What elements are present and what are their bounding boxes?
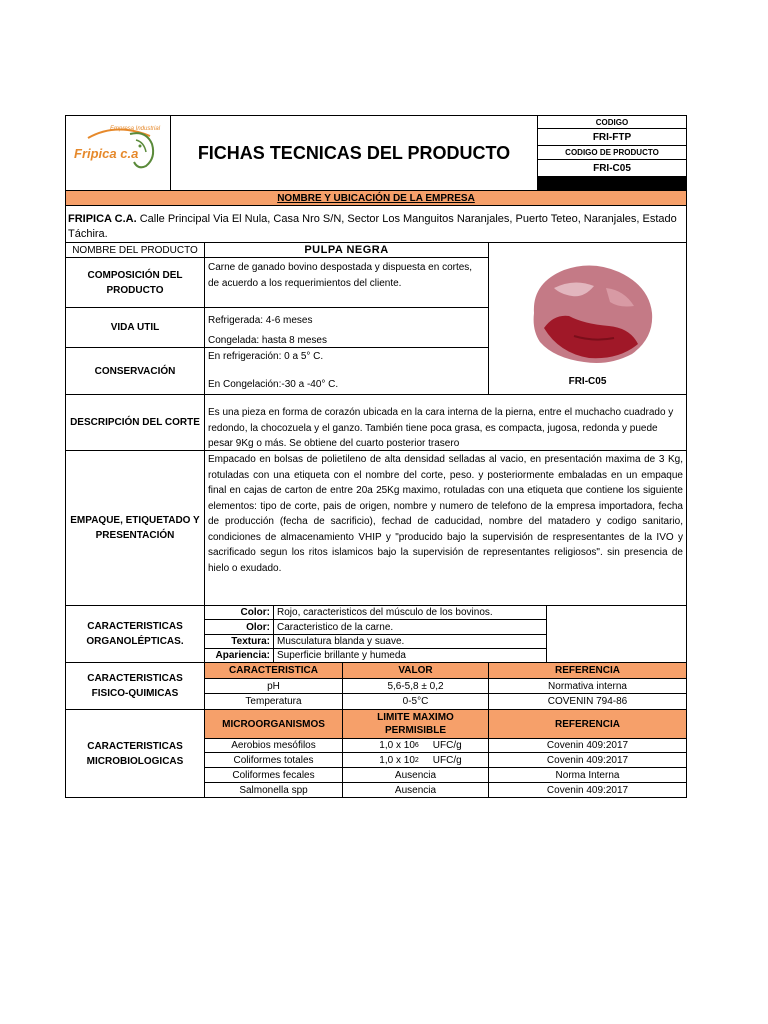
- organo-key-apariencia: Apariencia:: [204, 648, 274, 663]
- descripcion-value: Es una pieza en forma de corazón ubicada en la cara interna de la pierna, entre el muchacho cuadrado y redondo, la chocozuela y el ganzo. También tiene poca grasa, es compacta, jugosa, redonda y puede pesar 9Kg o más. Se obtiene del cuarto posterior trasero: [204, 394, 687, 451]
- organo-value-textura: Musculatura blanda y suave.: [273, 634, 547, 649]
- micro-header-limite: LIMITE MAXIMO PERMISIBLE: [342, 709, 489, 739]
- composicion-value: Carne de ganado bovino despostada y dispuesta en cortes, de acuerdo a los requerimientos del cliente.: [204, 257, 489, 308]
- nombre-producto-label: NOMBRE DEL PRODUCTO: [65, 242, 205, 258]
- micro-row-salmonella-limit: Ausencia: [342, 782, 489, 798]
- organo-empty-cell: [546, 605, 687, 663]
- micro-header-microorganismos: MICROORGANISMOS: [204, 709, 343, 739]
- vida-util-value: [204, 307, 489, 348]
- empresa-name: FRIPICA C.A.: [68, 213, 137, 225]
- product-image-caption: FRI-C05: [568, 376, 607, 387]
- page-title: FICHAS TECNICAS DEL PRODUCTO: [170, 115, 538, 191]
- product-image-cell: [488, 242, 687, 395]
- descripcion-label: DESCRIPCIÓN DEL CORTE: [65, 394, 205, 451]
- micro-row-fecales-limit: Ausencia: [342, 767, 489, 783]
- codigo-producto-label: CODIGO DE PRODUCTO: [537, 145, 687, 160]
- micro-totales-base: 1,0 x 10: [379, 754, 415, 766]
- fq-row-temp-value: 0-5°C: [342, 693, 489, 710]
- fq-header-valor: VALOR: [342, 662, 489, 679]
- fq-header-caracteristica: CARACTERISTICA: [204, 662, 343, 679]
- micro-row-aerobios-limit: [342, 738, 489, 753]
- nombre-producto-value: PULPA NEGRA: [204, 242, 489, 258]
- conservacion-value: [204, 347, 489, 395]
- micro-header-referencia: REFERENCIA: [488, 709, 687, 739]
- micro-row-salmonella-ref: Covenin 409:2017: [488, 782, 687, 798]
- header-black-bar: [537, 176, 687, 191]
- composicion-label: COMPOSICIÓN DEL PRODUCTO: [65, 257, 205, 308]
- conservacion-refrigeracion: En refrigeración: 0 a 5° C.: [208, 351, 324, 362]
- vida-util-label: VIDA UTIL: [65, 307, 205, 348]
- micro-row-totales-limit: [342, 752, 489, 768]
- logo-text: Fripica c.a: [74, 146, 139, 161]
- logo-tagline: Empresa Industrial: [110, 126, 161, 132]
- micro-row-salmonella-name: Salmonella spp: [204, 782, 343, 798]
- micro-row-fecales-ref: Norma Interna: [488, 767, 687, 783]
- codigo-label: CODIGO: [537, 115, 687, 129]
- organo-key-textura: Textura:: [204, 634, 274, 649]
- conservacion-label: CONSERVACIÓN: [65, 347, 205, 395]
- empaque-label: EMPAQUE, ETIQUETADO Y PRESENTACIÓN: [65, 450, 205, 606]
- micro-aerobios-base: 1,0 x 10: [379, 740, 415, 751]
- organolepticas-table: [204, 605, 687, 663]
- fq-row-temp-ref: COVENIN 794-86: [488, 693, 687, 710]
- fq-header-referencia: REFERENCIA: [488, 662, 687, 679]
- header-logo-cell: [65, 115, 171, 191]
- empresa-address: Calle Principal Via El Nula, Casa Nro S/N, Sector Los Manguitos Naranjales, Puerto Teteo, Naranjales, Estado Táchira.: [68, 213, 677, 240]
- fisicoquimicas-label: CARACTERISTICAS FISICO-QUIMICAS: [65, 662, 205, 710]
- micro-row-totales-ref: Covenin 409:2017: [488, 752, 687, 768]
- fq-row-ph-name: pH: [204, 678, 343, 694]
- microbiologicas-label: CARACTERISTICAS MICROBIOLOGICAS: [65, 709, 205, 798]
- fq-row-ph-ref: Normativa interna: [488, 678, 687, 694]
- micro-totales-unit: UFC/g: [432, 754, 462, 766]
- micro-aerobios-exp: 6: [414, 742, 419, 749]
- organo-value-apariencia: Superficie brillante y humeda: [273, 648, 547, 663]
- codigo-producto-value: FRI-C05: [537, 159, 687, 177]
- vida-util-congelada: Congelada: hasta 8 meses: [208, 334, 327, 346]
- micro-aerobios-unit: UFC/g: [432, 740, 462, 751]
- conservacion-congelacion: En Congelación:-30 a -40° C.: [208, 378, 339, 390]
- micro-row-aerobios-name: Aerobios mesófilos: [204, 738, 343, 753]
- organo-key-olor: Olor:: [204, 619, 274, 635]
- organo-key-color: Color:: [204, 605, 274, 620]
- organo-value-olor: Caracteristico de la carne.: [273, 619, 547, 635]
- fq-row-temp-name: Temperatura: [204, 693, 343, 710]
- micro-row-totales-name: Coliformes totales: [204, 752, 343, 768]
- empresa-info: [65, 205, 687, 243]
- vida-util-refrigerada: Refrigerada: 4-6 meses: [208, 315, 313, 326]
- micro-row-fecales-name: Coliformes fecales: [204, 767, 343, 783]
- codigo-value: FRI-FTP: [537, 128, 687, 146]
- empaque-value: Empacado en bolsas de polietileno de alta densidad selladas al vacio, en presentación maxima de 3 Kg, rotuladas con una etiqueta con el nombre del corte, peso. y posteriormente embaladas en un empaque final en cajas de carton de entre 20a 25Kg maximo, rotuladas con una etiqueta que contiene los siguiente elementos: tipo de corte, pais de origen, nombre y numero de telefono de la empresa importadora, fecha de producción (fecha de sacrificio), fechad de caducidad, nombre del matadero y codigo sanitario, condiciones de almacenamiento VHIP y "producido bajo la supervisión de respresentantes de la IVO y sacrificado segun los ritos islamicos bajo la supervisión de representantes religiosos". sin presencia de hielo o exudado.: [204, 450, 687, 606]
- micro-row-aerobios-ref: Covenin 409:2017: [488, 738, 687, 753]
- fq-row-ph-value: 5,6-5,8 ± 0,2: [342, 678, 489, 694]
- micro-totales-exp: 2: [414, 756, 419, 764]
- organolepticas-label: CARACTERISTICAS ORGANOLÉPTICAS.: [65, 605, 205, 663]
- empresa-section-title: NOMBRE Y UBICACIÓN DE LA EMPRESA: [65, 190, 687, 206]
- organo-value-color: Rojo, caracteristicos del músculo de los bovinos.: [273, 605, 547, 620]
- meat-image: [514, 258, 664, 368]
